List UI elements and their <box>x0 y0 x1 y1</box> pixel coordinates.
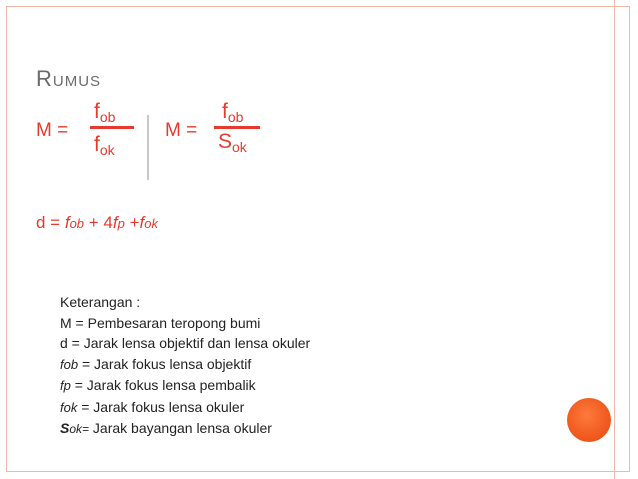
slide-edge-line <box>614 0 615 479</box>
formula3: d = fob + 4fp +fok <box>36 213 158 232</box>
slide-title: Rumus <box>36 66 102 91</box>
formula2-denominator: Sok <box>218 130 247 155</box>
note-sok: Sok= Jarak bayangan lensa okuler <box>60 420 272 436</box>
note-fp: fp = Jarak fokus lensa pembalik <box>60 377 256 393</box>
formula1-fraction-bar <box>90 126 134 129</box>
formula2-lhs: M = <box>165 120 198 141</box>
notes-heading: Keterangan : <box>60 294 141 310</box>
formula1-numerator: fob <box>94 100 116 125</box>
note-fob: fob = Jarak fokus lensa objektif <box>60 355 252 372</box>
formula1-denominator: fok <box>94 133 115 158</box>
formula1-lhs: M = <box>36 120 69 141</box>
formula2-numerator: fob <box>222 100 244 125</box>
note-d: d = Jarak lensa objektif dan lensa okuler <box>60 335 311 351</box>
decorative-orange-circle <box>567 398 611 442</box>
notes-block <box>60 292 310 440</box>
formula-divider <box>147 115 149 180</box>
note-fok: fok = Jarak fokus lensa okuler <box>60 398 245 415</box>
formula2-fraction-bar <box>214 126 260 129</box>
note-m: M = Pembesaran teropong bumi <box>60 314 261 331</box>
